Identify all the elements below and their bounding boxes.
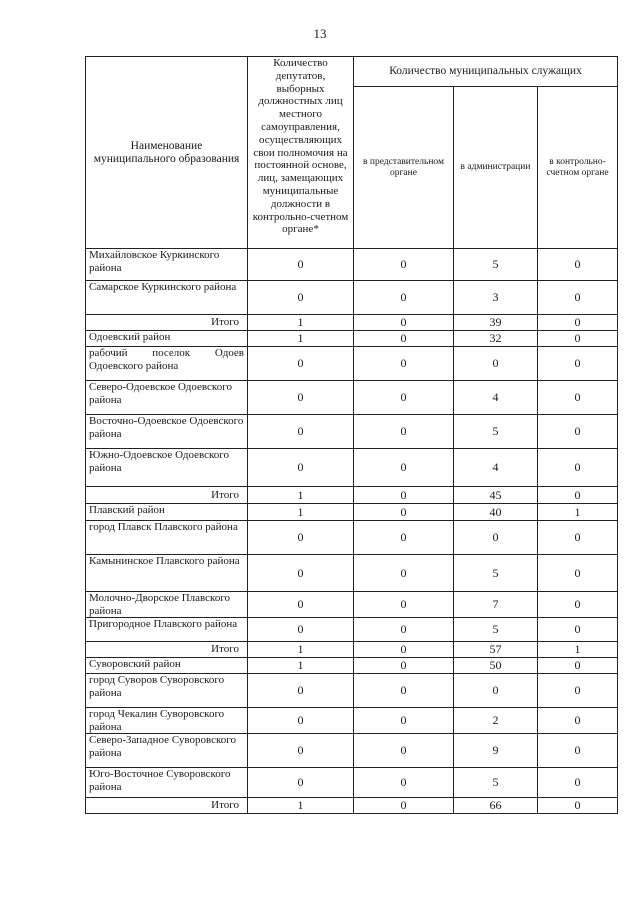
deputies-cell: 0 <box>248 281 354 315</box>
deputies-cell: 0 <box>248 521 354 555</box>
municipality-name-cell: Северо-Одоевское Одоевского района <box>86 381 248 415</box>
representative-cell: 0 <box>354 487 454 504</box>
administration-cell: 9 <box>454 734 538 768</box>
control-cell: 0 <box>538 592 618 618</box>
control-cell: 0 <box>538 315 618 331</box>
control-cell: 0 <box>538 798 618 814</box>
administration-cell: 4 <box>454 449 538 487</box>
municipality-name-cell: Южно-Одоевское Одоевского района <box>86 449 248 487</box>
representative-cell: 0 <box>354 521 454 555</box>
control-cell: 1 <box>538 504 618 521</box>
header-control-body: в контрольно-счетном органе <box>538 87 618 249</box>
table-row <box>86 768 618 798</box>
table-row <box>86 521 618 555</box>
control-cell: 0 <box>538 734 618 768</box>
representative-cell: 0 <box>354 618 454 642</box>
control-cell: 0 <box>538 708 618 734</box>
municipality-name-cell: Итого <box>86 798 248 814</box>
municipality-name-cell: Итого <box>86 315 248 331</box>
table-row <box>86 504 618 521</box>
header-administration: в администрации <box>454 87 538 249</box>
deputies-cell: 1 <box>248 315 354 331</box>
control-cell: 0 <box>538 415 618 449</box>
control-cell: 0 <box>538 487 618 504</box>
table-row-total <box>86 315 618 331</box>
municipality-name-cell: Михайловское Куркинского района <box>86 249 248 281</box>
representative-cell: 0 <box>354 449 454 487</box>
table-row <box>86 658 618 674</box>
representative-cell: 0 <box>354 281 454 315</box>
deputies-cell: 0 <box>248 555 354 592</box>
control-cell: 0 <box>538 618 618 642</box>
representative-cell: 0 <box>354 798 454 814</box>
representative-cell: 0 <box>354 658 454 674</box>
municipality-name-cell: Молочно-Дворское Плавского района <box>86 592 248 618</box>
header-municipal-employees: Количество муниципальных служащих <box>354 57 618 87</box>
municipality-name-cell: город Чекалин Суворовского района <box>86 708 248 734</box>
municipality-name-cell: Итого <box>86 642 248 658</box>
administration-cell: 39 <box>454 315 538 331</box>
municipality-name-cell: Восточно-Одоевское Одоевского района <box>86 415 248 449</box>
control-cell: 0 <box>538 331 618 347</box>
table-row <box>86 592 618 618</box>
representative-cell: 0 <box>354 555 454 592</box>
representative-cell: 0 <box>354 504 454 521</box>
control-cell: 0 <box>538 768 618 798</box>
administration-cell: 2 <box>454 708 538 734</box>
table-row <box>86 555 618 592</box>
deputies-cell: 0 <box>248 449 354 487</box>
deputies-cell: 1 <box>248 487 354 504</box>
header-deputies-count: Количество депутатов, выборных должностных лиц местного самоуправления, осуществляющих свои полномочия на постоянной основе, лиц, замещающих муниципальные должности в контрольно-счетном органе* <box>248 57 354 249</box>
municipality-name-cell: Плавский район <box>86 504 248 521</box>
municipality-name-cell: город Суворов Суворовского района <box>86 674 248 708</box>
deputies-cell: 1 <box>248 331 354 347</box>
representative-cell: 0 <box>354 331 454 347</box>
deputies-cell: 1 <box>248 798 354 814</box>
deputies-cell: 0 <box>248 674 354 708</box>
administration-cell: 4 <box>454 381 538 415</box>
representative-cell: 0 <box>354 249 454 281</box>
representative-cell: 0 <box>354 592 454 618</box>
administration-cell: 5 <box>454 415 538 449</box>
representative-cell: 0 <box>354 415 454 449</box>
control-cell: 0 <box>538 249 618 281</box>
administration-cell: 3 <box>454 281 538 315</box>
deputies-cell: 1 <box>248 504 354 521</box>
deputies-cell: 0 <box>248 708 354 734</box>
administration-cell: 5 <box>454 768 538 798</box>
deputies-cell: 0 <box>248 768 354 798</box>
representative-cell: 0 <box>354 734 454 768</box>
representative-cell: 0 <box>354 347 454 381</box>
control-cell: 0 <box>538 347 618 381</box>
administration-cell: 0 <box>454 521 538 555</box>
table-header <box>86 57 618 249</box>
control-cell: 0 <box>538 521 618 555</box>
deputies-cell: 1 <box>248 658 354 674</box>
representative-cell: 0 <box>354 642 454 658</box>
control-cell: 1 <box>538 642 618 658</box>
administration-cell: 50 <box>454 658 538 674</box>
administration-cell: 7 <box>454 592 538 618</box>
deputies-cell: 0 <box>248 415 354 449</box>
deputies-cell: 0 <box>248 249 354 281</box>
table-row <box>86 734 618 768</box>
administration-cell: 5 <box>454 618 538 642</box>
municipality-name-cell: Итого <box>86 487 248 504</box>
administration-cell: 32 <box>454 331 538 347</box>
table-row-total <box>86 798 618 814</box>
header-municipality-name: Наименование муниципального образования <box>86 57 248 249</box>
municipality-name-cell: Пригородное Плавского района <box>86 618 248 642</box>
control-cell: 0 <box>538 555 618 592</box>
administration-cell: 5 <box>454 555 538 592</box>
deputies-cell: 0 <box>248 381 354 415</box>
administration-cell: 66 <box>454 798 538 814</box>
administration-cell: 45 <box>454 487 538 504</box>
municipality-name-cell: Суворовский район <box>86 658 248 674</box>
table-row <box>86 708 618 734</box>
representative-cell: 0 <box>354 768 454 798</box>
table-row <box>86 281 618 315</box>
representative-cell: 0 <box>354 674 454 708</box>
municipal-staff-table <box>85 56 618 814</box>
representative-cell: 0 <box>354 381 454 415</box>
table-row <box>86 331 618 347</box>
administration-cell: 57 <box>454 642 538 658</box>
administration-cell: 40 <box>454 504 538 521</box>
administration-cell: 0 <box>454 674 538 708</box>
municipality-name-cell: Юго-Восточное Суворовского района <box>86 768 248 798</box>
municipality-name-cell: Одоевский район <box>86 331 248 347</box>
table-row <box>86 249 618 281</box>
control-cell: 0 <box>538 381 618 415</box>
table-row <box>86 449 618 487</box>
deputies-cell: 0 <box>248 347 354 381</box>
table-row-total <box>86 487 618 504</box>
deputies-cell: 0 <box>248 734 354 768</box>
control-cell: 0 <box>538 281 618 315</box>
control-cell: 0 <box>538 658 618 674</box>
representative-cell: 0 <box>354 708 454 734</box>
page-number: 13 <box>313 26 327 41</box>
deputies-cell: 0 <box>248 592 354 618</box>
table-row-total <box>86 642 618 658</box>
municipality-name-cell: рабочий поселок Одоев Одоевского района <box>86 347 248 381</box>
table-row <box>86 381 618 415</box>
municipality-name-cell: Самарское Куркинского района <box>86 281 248 315</box>
table-row <box>86 415 618 449</box>
municipality-name-cell: Северо-Западное Суворовского района <box>86 734 248 768</box>
administration-cell: 5 <box>454 249 538 281</box>
representative-cell: 0 <box>354 315 454 331</box>
control-cell: 0 <box>538 674 618 708</box>
table-row <box>86 618 618 642</box>
table-body <box>86 249 618 814</box>
table-row <box>86 347 618 381</box>
administration-cell: 0 <box>454 347 538 381</box>
deputies-cell: 0 <box>248 618 354 642</box>
header-representative-body: в представительном органе <box>354 87 454 249</box>
municipality-name-cell: город Плавск Плавского района <box>86 521 248 555</box>
control-cell: 0 <box>538 449 618 487</box>
municipality-name-cell: Камынинское Плавского района <box>86 555 248 592</box>
table-row <box>86 674 618 708</box>
deputies-cell: 1 <box>248 642 354 658</box>
